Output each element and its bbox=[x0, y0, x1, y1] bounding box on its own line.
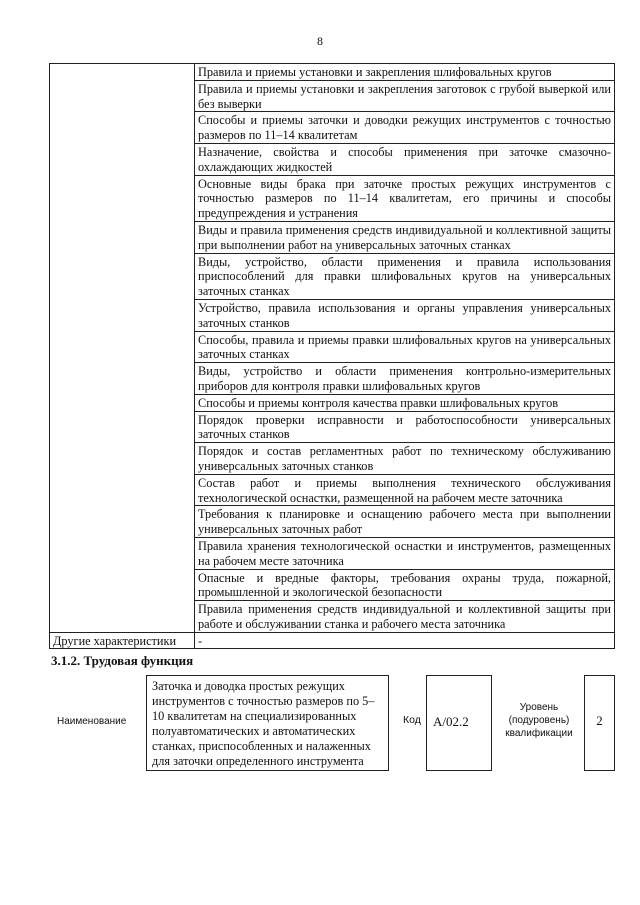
knowledge-item: Правила применения средств индивидуальной и коллективной защиты при работе и обслуживании станка и рабочего места заточника bbox=[195, 601, 615, 633]
knowledge-item: Назначение, свойства и способы применения при заточке смазочно-охлаждающих жидкостей bbox=[195, 143, 615, 175]
knowledge-item: Правила и приемы установки и закрепления шлифовальных кругов bbox=[195, 64, 615, 81]
function-name-box: Заточка и доводка простых режущих инструментов с точностью размеров по 5–10 квалитетам на специализированных полуавтоматических и автоматических станках, приспособленных и налаженных для заточки определенного инструмента bbox=[146, 675, 389, 771]
knowledge-item: Основные виды брака при заточке простых режущих инструментов с точностью размеров по 11–14 квалитетам, его причины и способы предупреждения и устранения bbox=[195, 175, 615, 221]
knowledge-item: Виды, устройство, области применения и правила использования приспособлений для правки шлифовальных кругов на универсальных заточных станках bbox=[195, 253, 615, 299]
knowledge-item: Способы и приемы контроля качества правки шлифовальных кругов bbox=[195, 394, 615, 411]
knowledge-row bbox=[50, 64, 615, 81]
knowledge-item: Состав работ и приемы выполнения технического обслуживания технологической оснастки, размещенной на рабочем месте заточника bbox=[195, 474, 615, 506]
knowledge-left-cell bbox=[50, 64, 195, 633]
knowledge-item: Правила и приемы установки и закрепления заготовок с грубой выверкой или без выверки bbox=[195, 80, 615, 112]
code-label: Код bbox=[403, 714, 421, 726]
other-characteristics-value: - bbox=[195, 632, 615, 649]
knowledge-item: Правила хранения технологической оснастки и инструментов, размещенных на рабочем месте заточника bbox=[195, 537, 615, 569]
knowledge-item: Виды и правила применения средств индивидуальной и коллективной защиты при выполнении работ на универсальных заточных станках bbox=[195, 221, 615, 253]
qualification-level-label: Уровень (подуровень) квалификации bbox=[505, 702, 573, 739]
knowledge-item: Виды, устройство и области применения контрольно-измерительных приборов для контроля правки шлифовальных кругов bbox=[195, 363, 615, 395]
knowledge-item: Требования к планировке и оснащению рабочего места при выполнении универсальных заточных работ bbox=[195, 506, 615, 538]
code-box: А/02.2 bbox=[426, 675, 492, 771]
knowledge-table bbox=[49, 63, 615, 649]
knowledge-item: Устройство, правила использования и органы управления универсальных заточных станков bbox=[195, 299, 615, 331]
knowledge-item: Способы и приемы заточки и доводки режущих инструментов с точностью размеров по 11–14 квалитетам bbox=[195, 112, 615, 144]
other-characteristics-label: Другие характеристики bbox=[50, 632, 195, 649]
qualification-level-box: 2 bbox=[584, 675, 615, 771]
knowledge-item: Способы, правила и приемы правки шлифовальных кругов на универсальных заточных станках bbox=[195, 331, 615, 363]
page-number: 8 bbox=[317, 34, 323, 48]
name-label: Наименование bbox=[57, 716, 127, 727]
knowledge-item: Опасные и вредные факторы, требования охраны труда, пожарной, промышленной и экологической безопасности bbox=[195, 569, 615, 601]
knowledge-item: Порядок и состав регламентных работ по техническому обслуживанию универсальных заточных станков bbox=[195, 443, 615, 475]
other-characteristics-row bbox=[50, 632, 615, 649]
knowledge-item: Порядок проверки исправности и работоспособности универсальных заточных станков bbox=[195, 411, 615, 443]
section-heading: 3.1.2. Трудовая функция bbox=[51, 653, 194, 668]
